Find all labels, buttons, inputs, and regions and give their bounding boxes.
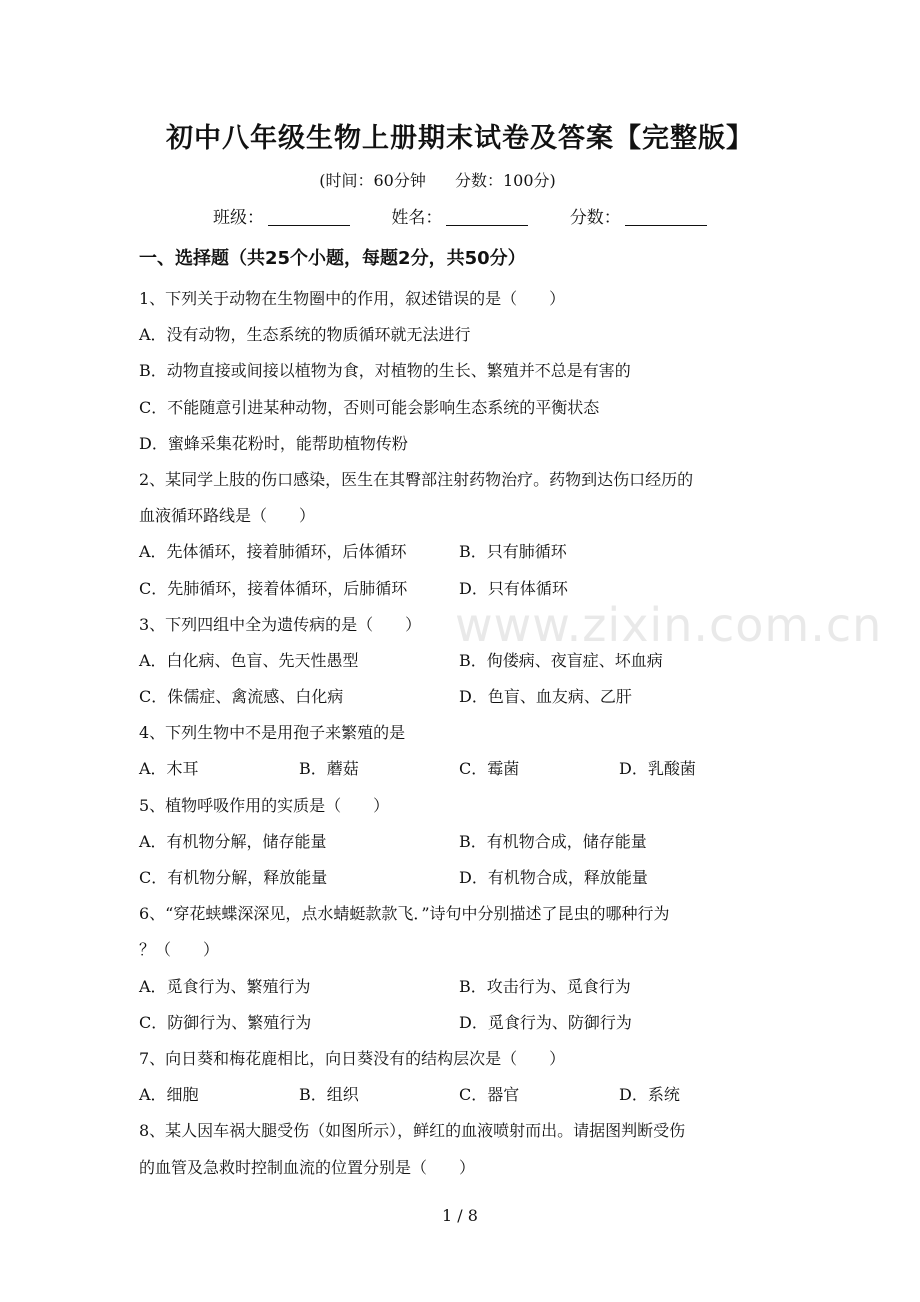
answer-option[interactable]: C．有机物分解，释放能量: [139, 868, 328, 887]
exam-meta: [0, 168, 875, 191]
answer-option[interactable]: D．有机物合成，释放能量: [459, 868, 648, 887]
question-stem: 8、某人因车祸大腿受伤（如图所示），鲜红的血液喷射而出。请据图判断受伤: [139, 1121, 686, 1141]
score-blank[interactable]: [625, 209, 707, 226]
option-row: [139, 973, 789, 1009]
question-stem: 4、下列生物中不是用孢子来繁殖的是: [139, 723, 406, 743]
option-row: [139, 575, 789, 611]
answer-option[interactable]: B．蘑菇: [299, 759, 359, 779]
answer-option[interactable]: B．动物直接或间接以植物为食，对植物的生长、繁殖并不总是有害的: [139, 361, 631, 381]
option-row: [139, 683, 789, 719]
class-blank[interactable]: [268, 209, 350, 226]
answer-option[interactable]: B．攻击行为、觅食行为: [459, 976, 631, 996]
question-stem: 7、向日葵和梅花鹿相比，向日葵没有的结构层次是（ ）: [139, 1048, 566, 1068]
exam-time: (时间：60分钟: [319, 171, 426, 190]
answer-option[interactable]: D．色盲、血友病、乙肝: [459, 687, 632, 707]
answer-option[interactable]: A．觅食行为、繁殖行为: [139, 976, 311, 996]
question-stem: 1、下列关于动物在生物圈中的作用，叙述错误的是（ ）: [139, 289, 566, 308]
name-field: 姓名：: [391, 203, 528, 228]
answer-option[interactable]: C．先肺循环，接着体循环，后肺循环: [139, 578, 408, 598]
page-number: 1 / 8: [442, 1206, 478, 1225]
question-stem: 2、某同学上肢的伤口感染，医生在其臀部注射药物治疗。药物到达伤口经历的: [139, 469, 694, 489]
option-row: [139, 1081, 789, 1117]
answer-option[interactable]: A．先体循环，接着肺循环，后体循环: [139, 542, 407, 562]
option-row: [139, 647, 789, 683]
option-row: [139, 828, 789, 864]
answer-option[interactable]: B．有机物合成，储存能量: [459, 831, 647, 851]
answer-option[interactable]: C．防御行为、繁殖行为: [139, 1012, 312, 1032]
answer-option[interactable]: A．有机物分解，储存能量: [139, 831, 327, 851]
exam-total-score: 分数：100分): [454, 171, 556, 190]
answer-option[interactable]: D．乳酸菌: [619, 759, 696, 779]
page-title: 初中八年级生物上册期末试卷及答案【完整版】: [166, 123, 754, 154]
watermark: www.zixin.com.cn: [455, 598, 883, 652]
answer-option[interactable]: C．不能随意引进某种动物，否则可能会影响生态系统的平衡状态: [139, 397, 600, 417]
answer-option[interactable]: B．只有肺循环: [459, 542, 567, 562]
question-stem: 血液循环路线是（ ）: [139, 506, 316, 526]
question-stem: 3、下列四组中全为遗传病的是（ ）: [139, 614, 422, 634]
class-field: 班级：: [213, 203, 350, 228]
answer-option[interactable]: C．侏儒症、禽流感、白化病: [139, 687, 344, 707]
option-row: [139, 357, 789, 393]
answer-option[interactable]: A．没有动物，生态系统的物质循环就无法进行: [139, 325, 471, 345]
question-stem: ？（ ）: [139, 940, 220, 960]
answer-option[interactable]: D．蜜蜂采集花粉时，能帮助植物传粉: [139, 433, 408, 453]
answer-option[interactable]: B．组织: [299, 1085, 359, 1105]
option-row: [139, 755, 789, 791]
option-row: [139, 864, 789, 900]
answer-option[interactable]: D．只有体循环: [459, 578, 568, 598]
section-heading: 一、选择题（共25个小题，每题2分，共50分）: [139, 248, 526, 269]
score-field: 分数：: [570, 203, 707, 228]
answer-option[interactable]: D．系统: [619, 1085, 680, 1105]
answer-option[interactable]: C．霉菌: [459, 759, 520, 779]
answer-option[interactable]: D．觅食行为、防御行为: [459, 1012, 632, 1032]
question-stem: 6、“穿花蛱蝶深深见，点水蜻蜓款款飞．”诗句中分别描述了昆虫的哪种行为: [139, 904, 670, 924]
option-row: [139, 538, 789, 574]
question-stem: 5、植物呼吸作用的实质是（ ）: [139, 795, 390, 815]
option-row: [139, 394, 789, 430]
option-row: [139, 321, 789, 357]
answer-option[interactable]: A．细胞: [139, 1085, 199, 1105]
option-row: [139, 430, 789, 466]
student-info: [213, 203, 743, 228]
question-list: [139, 285, 789, 1190]
option-row: [139, 1009, 789, 1045]
answer-option[interactable]: B．佝偻病、夜盲症、坏血病: [459, 650, 663, 670]
question-stem: 的血管及急救时控制血流的位置分别是（ ）: [139, 1157, 476, 1177]
answer-option[interactable]: C．器官: [459, 1085, 520, 1105]
answer-option[interactable]: A．木耳: [139, 759, 199, 779]
answer-option[interactable]: A．白化病、色盲、先天性愚型: [139, 650, 359, 670]
name-blank[interactable]: [446, 209, 528, 226]
